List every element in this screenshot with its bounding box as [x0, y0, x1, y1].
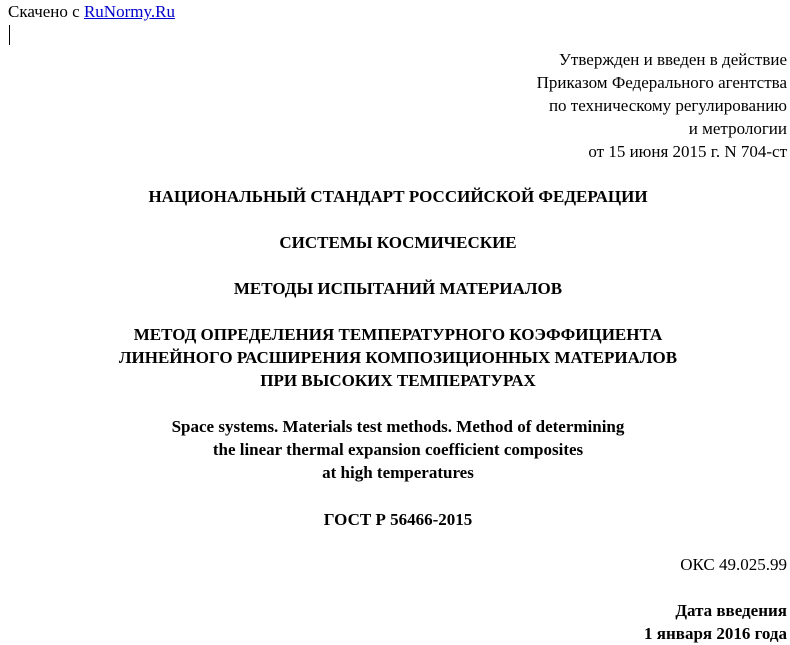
gost-number-text: ГОСТ Р 56466-2015	[323, 510, 473, 529]
systems-title	[0, 231, 790, 254]
standard-type-title	[0, 185, 790, 208]
oks-code: ОКС 49.025.99	[680, 555, 787, 574]
approval-line: и метрологии	[688, 119, 787, 138]
introduction-date: 1 января 2016 года	[644, 624, 787, 643]
method-title	[0, 323, 790, 392]
gost-number	[0, 508, 790, 531]
downloaded-prefix: Скачено с	[8, 2, 80, 21]
methods-title	[0, 277, 790, 300]
approval-block	[537, 48, 787, 163]
systems-text: СИСТЕМЫ КОСМИЧЕСКИЕ	[279, 233, 517, 252]
download-source-line	[8, 2, 175, 22]
approval-line: от 15 июня 2015 г. N 704-ст	[588, 142, 787, 161]
english-title	[0, 415, 790, 484]
english-title-line: the linear thermal expansion coefficient composites	[212, 440, 584, 459]
approval-line: по техническому регулированию	[548, 96, 787, 115]
english-title-line: Space systems. Materials test methods. Method of determining	[171, 417, 625, 436]
method-title-line: МЕТОД ОПРЕДЕЛЕНИЯ ТЕМПЕРАТУРНОГО КОЭФФИЦИЕНТА	[133, 325, 663, 344]
methods-text: МЕТОДЫ ИСПЫТАНИЙ МАТЕРИАЛОВ	[233, 279, 563, 298]
introduction-label: Дата введения	[675, 601, 787, 620]
approval-line: Приказом Федерального агентства	[536, 73, 787, 92]
source-link[interactable]: RuNormy.Ru	[83, 2, 175, 21]
method-title-line: ПРИ ВЫСОКИХ ТЕМПЕРАТУРАХ	[260, 371, 536, 390]
text-cursor	[9, 25, 10, 45]
standard-type-text: НАЦИОНАЛЬНЫЙ СТАНДАРТ РОССИЙСКОЙ ФЕДЕРАЦИИ	[148, 187, 648, 206]
english-title-line: at high temperatures	[322, 463, 474, 482]
method-title-line: ЛИНЕЙНОГО РАСШИРЕНИЯ КОМПОЗИЦИОННЫХ МАТЕРИАЛОВ	[118, 348, 678, 367]
approval-line: Утвержден и введен в действие	[558, 50, 787, 69]
